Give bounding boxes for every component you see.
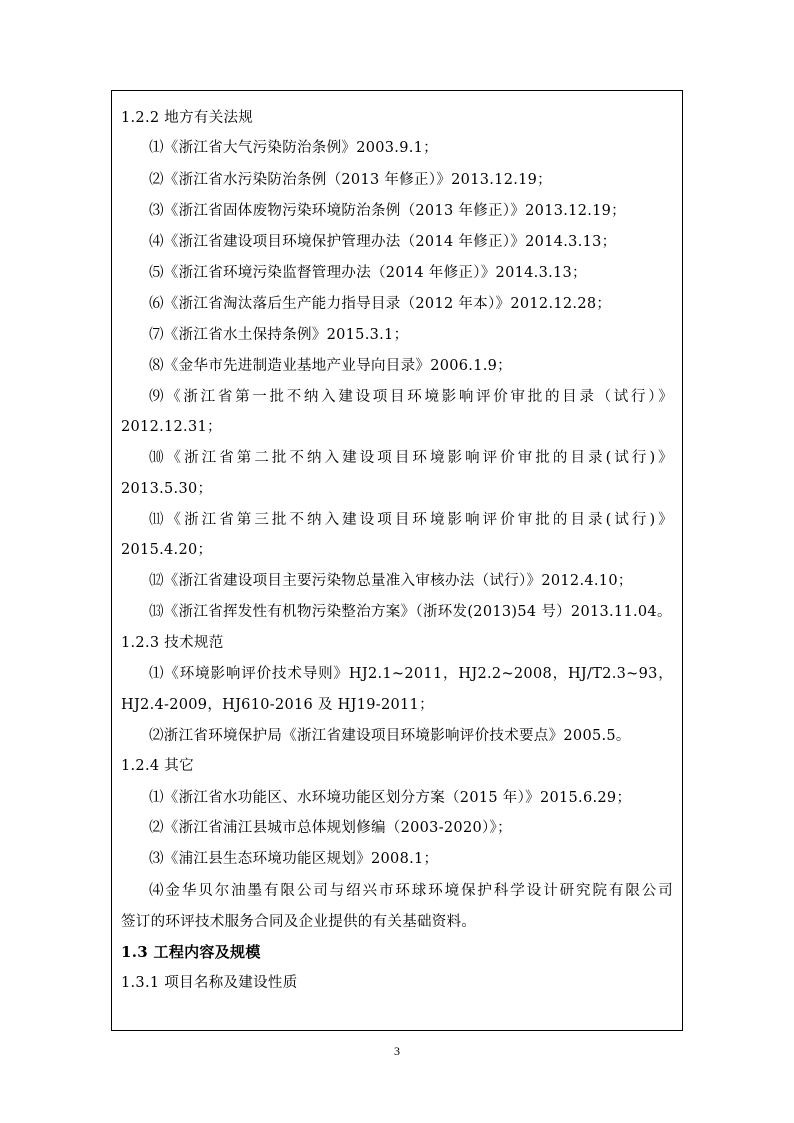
list-item: ⑶《浙江省固体废物污染环境防治条例（2013 年修正）》2013.12.19； (149, 203, 626, 219)
list-item: ⑾《浙江省第三批不纳入建设项目环境影响评价审批的目录(试行)》 (149, 512, 673, 528)
list-item-continuation: 2012.12.31； (121, 419, 222, 435)
list-item: ⑷金华贝尔油墨有限公司与绍兴市环球环境保护科学设计研究院有限公司 (149, 883, 673, 899)
list-item-continuation: HJ2.4-2009，HJ610-2016 及 HJ19-2011； (121, 697, 434, 713)
section-heading-1-2-4: 1.2.4 其它 (121, 758, 194, 774)
list-item: ⑶《浦江县生态环境功能区规划》2008.1； (149, 851, 439, 867)
list-item: ⑺《浙江省水土保持条例》2015.3.1； (149, 327, 409, 343)
section-heading-1-2-2: 1.2.2 地方有关法规 (121, 110, 254, 126)
list-item: ⑸《浙江省环境污染监督管理办法（2014 年修正）》2014.3.13； (149, 265, 587, 281)
list-item: ⑵《浙江省水污染防治条例（2013 年修正）》2013.12.19； (149, 172, 552, 188)
list-item: ⑿《浙江省建设项目主要污染物总量准入审核办法（试行）》2012.4.10； (149, 573, 633, 589)
list-item: ⒀《浙江省挥发性有机物污染整治方案》（浙环发(2013)54 号）2013.11.04。 (149, 604, 672, 620)
list-item: ⑽《浙江省第二批不纳入建设项目环境影响评价审批的目录(试行)》 (149, 450, 673, 466)
list-item: ⑼《浙江省第一批不纳入建设项目环境影响评价审批的目录（试行）》 (149, 389, 673, 405)
list-item: ⑵《浙江省浦江县城市总体规划修编（2003-2020）》； (149, 820, 512, 836)
list-item-continuation: 2015.4.20； (121, 542, 213, 558)
list-item: ⑴《环境影响评价技术导则》HJ2.1~2011，HJ2.2~2008，HJ/T2.3~93， (149, 666, 673, 682)
section-heading-1-2-3: 1.2.3 技术规范 (121, 635, 224, 651)
list-item: ⑴《浙江省水功能区、水环境功能区划分方案（2015 年）》2015.6.29； (149, 790, 632, 806)
list-item: ⑴《浙江省大气污染防治条例》2003.9.1； (149, 140, 438, 156)
list-item: ⑷《浙江省建设项目环境保护管理办法（2014 年修正）》2014.3.13； (149, 234, 617, 250)
page-number: 3 (394, 1044, 400, 1058)
section-heading-1-3: 1.3 工程内容及规模 (121, 943, 261, 961)
list-item-continuation: 签订的环评技术服务合同及企业提供的有关基础资料。 (121, 914, 477, 930)
list-item: ⑻《金华市先进制造业基地产业导向目录》2006.1.9； (149, 358, 512, 374)
section-heading-1-3-1: 1.3.1 项目名称及建设性质 (121, 975, 298, 991)
list-item: ⑹《浙江省淘汰落后生产能力指导目录（2012 年本）》2012.12.28； (149, 296, 612, 312)
list-item: ⑵浙江省环境保护局《浙江省建设项目环境影响评价技术要点》2005.5。 (149, 728, 631, 744)
content-frame (111, 90, 683, 1031)
list-item-continuation: 2013.5.30； (121, 481, 213, 497)
